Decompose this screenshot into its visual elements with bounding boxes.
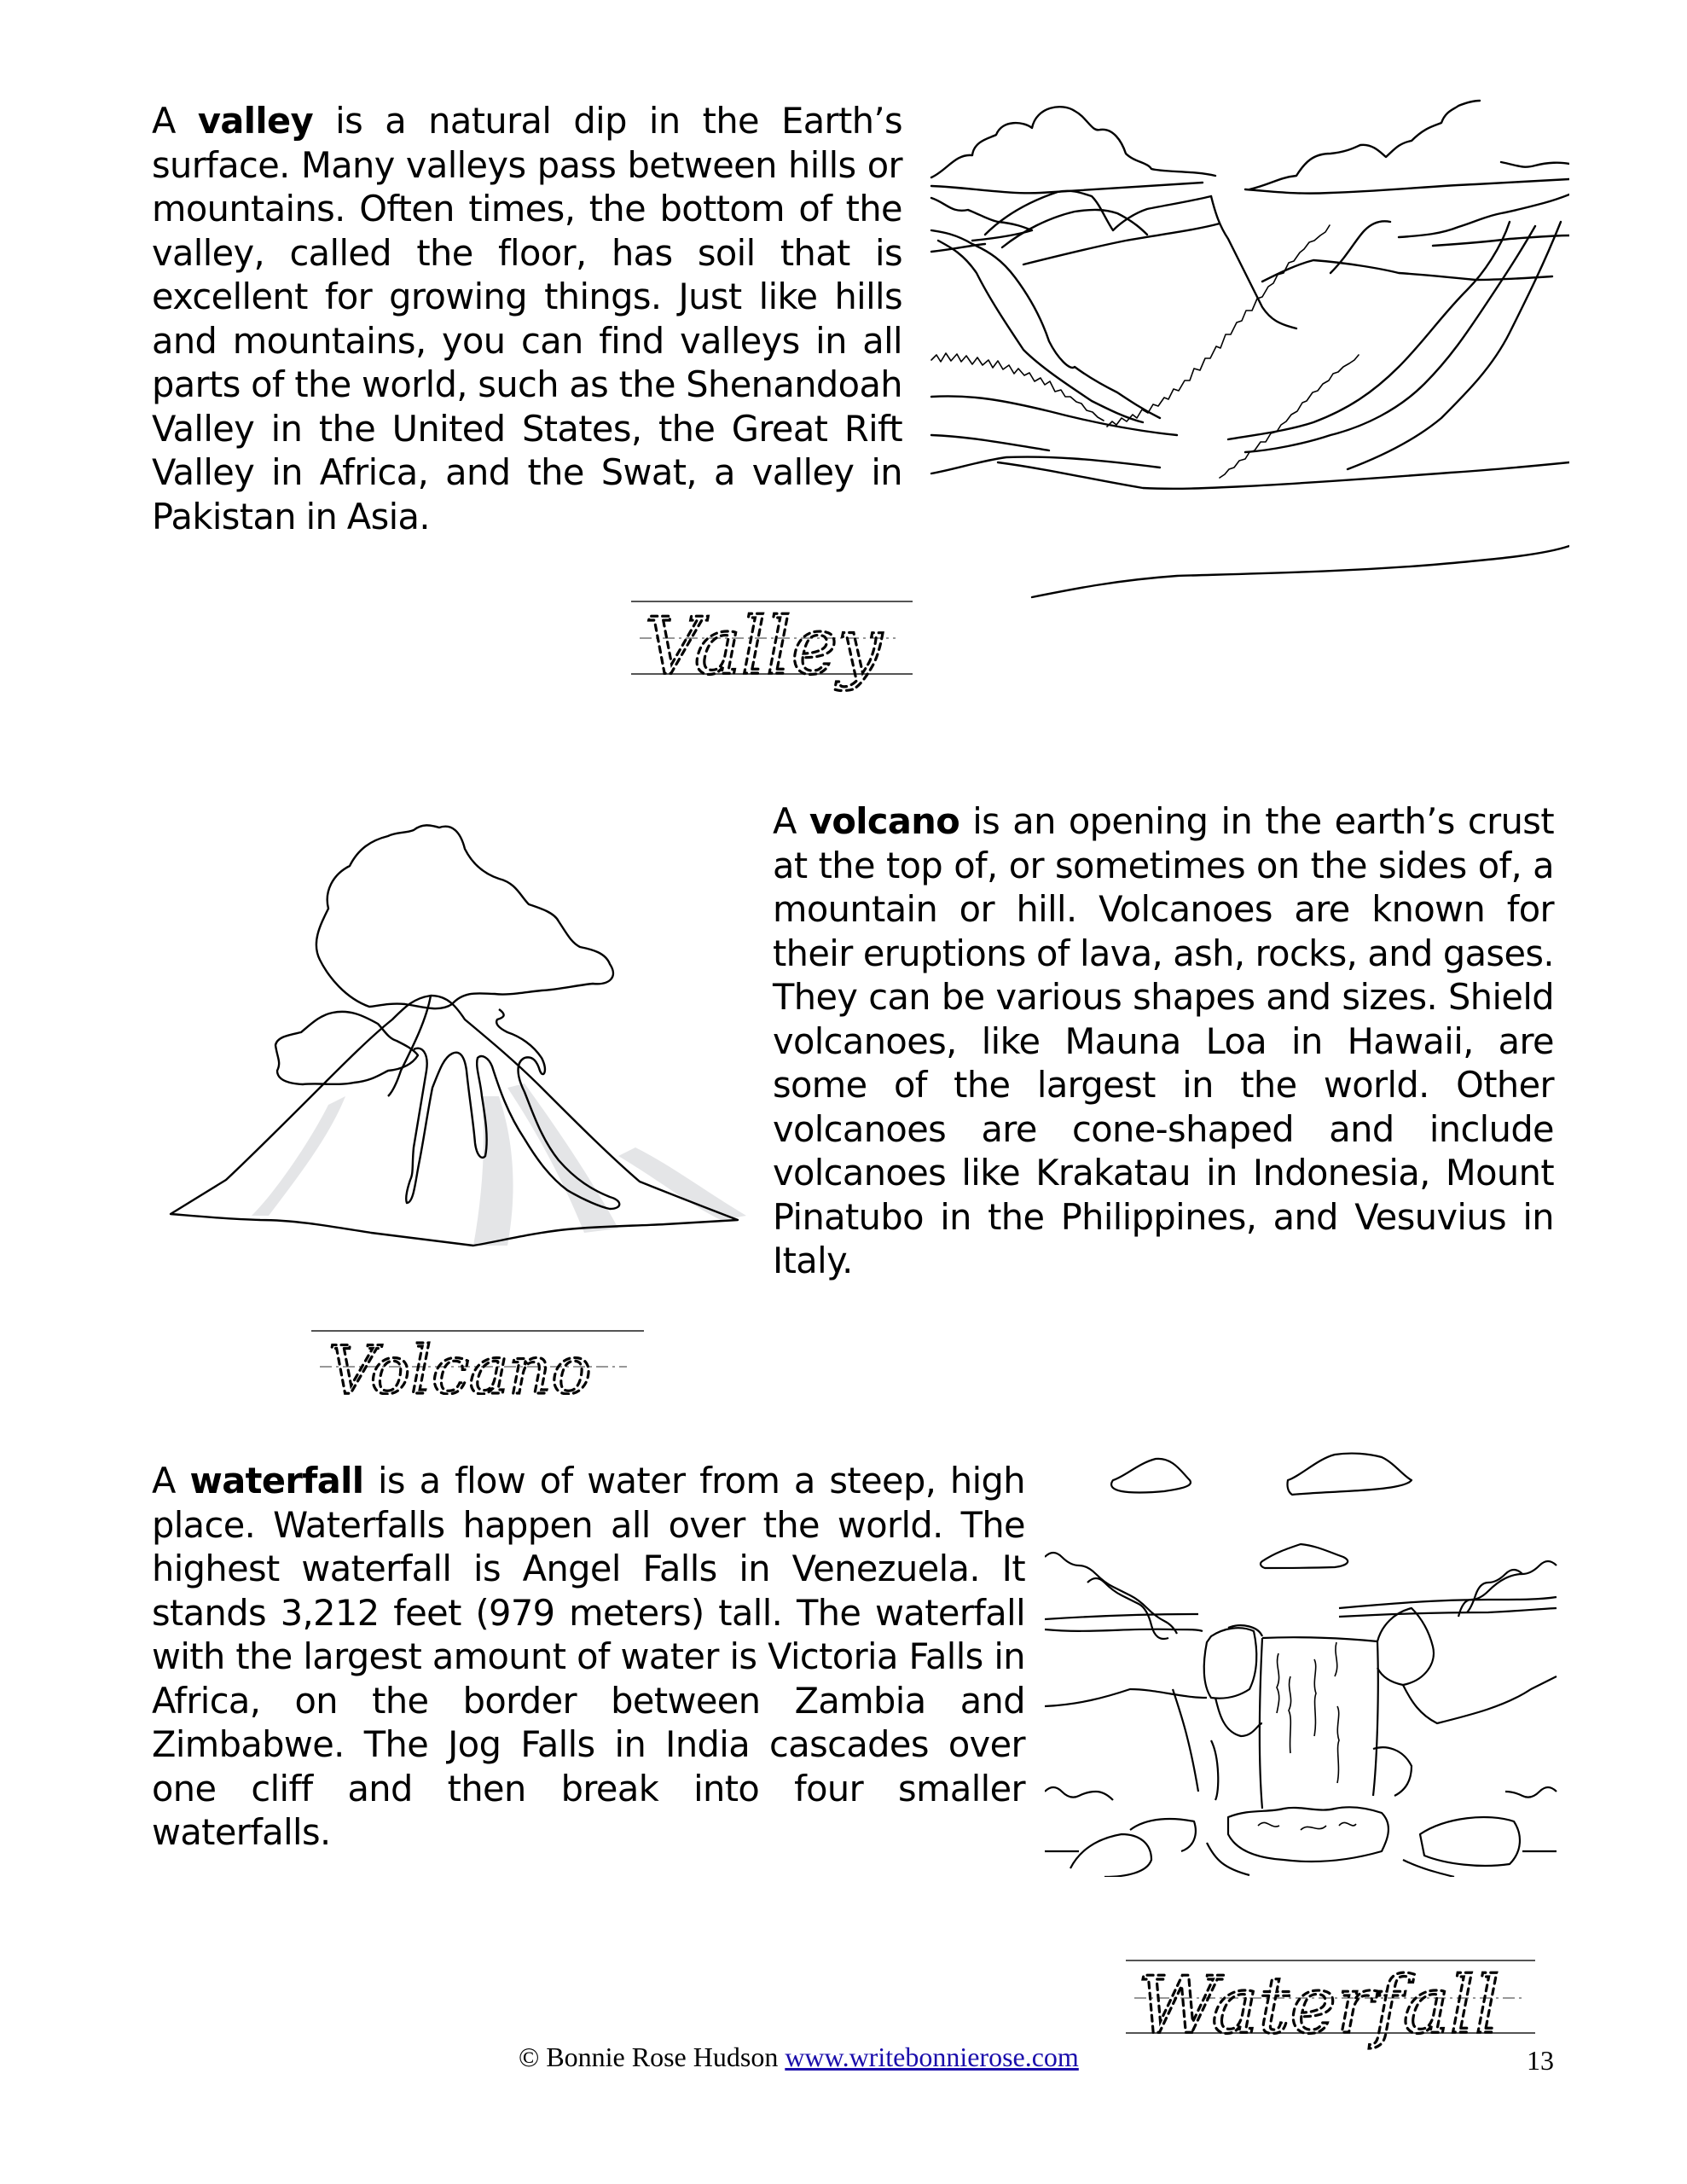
valley-paragraph (152, 99, 902, 538)
valley-body: is a natural dip in the Earth’s surface. Many valleys pass between hills or mountains. Often times, the bottom of the valley, called the floor, has soil that is excellent for growing things. Just like hills and mountains, you can find valleys in all parts of the world, such as the Shenandoah Valley in the United States, the Great Rift Valley in Africa, and the Swat, a valley in Pakistan in Asia. (152, 100, 903, 537)
volcano-trace-text: Volcano (328, 1333, 592, 1395)
valley-illustration (921, 94, 1569, 606)
waterfall-trace-word[interactable] (1126, 1937, 1535, 2065)
cloud-icon (1261, 1544, 1348, 1568)
volcano-trace-word[interactable] (311, 1297, 644, 1395)
waterfall-illustration (1045, 1433, 1574, 1877)
volcano-illustration (158, 815, 755, 1258)
volcano-intro: A (773, 800, 797, 842)
valley-trace-text: Valley (645, 601, 883, 692)
cloud-icon (1111, 1459, 1191, 1493)
volcano-term: volcano (809, 800, 960, 842)
waterfall-intro: A (152, 1460, 176, 1502)
page-number: 13 (1527, 2045, 1554, 2076)
waterfall-trace-text: Waterfall (1138, 1960, 1500, 2051)
waterfall-term: waterfall (189, 1460, 364, 1502)
copyright-line (519, 2042, 1079, 2073)
valley-term: valley (197, 100, 314, 142)
volcano-body: is an opening in the earth’s crust at the top of, or sometimes on the sides of, a mountain or hill. Volcanoes are known for their eruptions of lava, ash, rocks, and gases. They can be various shapes and sizes. Shield volcanoes, like Mauna Loa in Hawaii, are some of the largest in the world. Other volcanoes are cone-shaped and include volcanoes like Krakatau in Indonesia, Mount Pinatubo in the Philippines, and Vesuvius in Italy. (773, 800, 1554, 1281)
cloud-icon (1288, 1454, 1412, 1495)
smoke-cloud-icon (316, 825, 613, 1008)
waterfall-paragraph (152, 1459, 1025, 1855)
cloud-icon (931, 107, 1215, 177)
copyright-text: © Bonnie Rose Hudson (519, 2042, 786, 2072)
cloud-icon (1249, 101, 1480, 189)
valley-trace-word[interactable] (631, 589, 913, 708)
cloud-icon (275, 1012, 418, 1084)
valley-intro: A (152, 100, 176, 142)
volcano-paragraph (773, 799, 1554, 1283)
waterfall-body: is a flow of water from a steep, high place. Waterfalls happen all over the world. The highest waterfall is Angel Falls in Venezuela. It stands 3,212 feet (979 meters) tall. The waterfall with the largest amount of water is Victoria Falls in Africa, on the border between Zambia and Zimbabwe. The Jog Falls in India cascades over one cliff and then break into four smaller waterfalls. (152, 1460, 1026, 1853)
website-link[interactable]: www.writebonnierose.com (785, 2042, 1079, 2072)
